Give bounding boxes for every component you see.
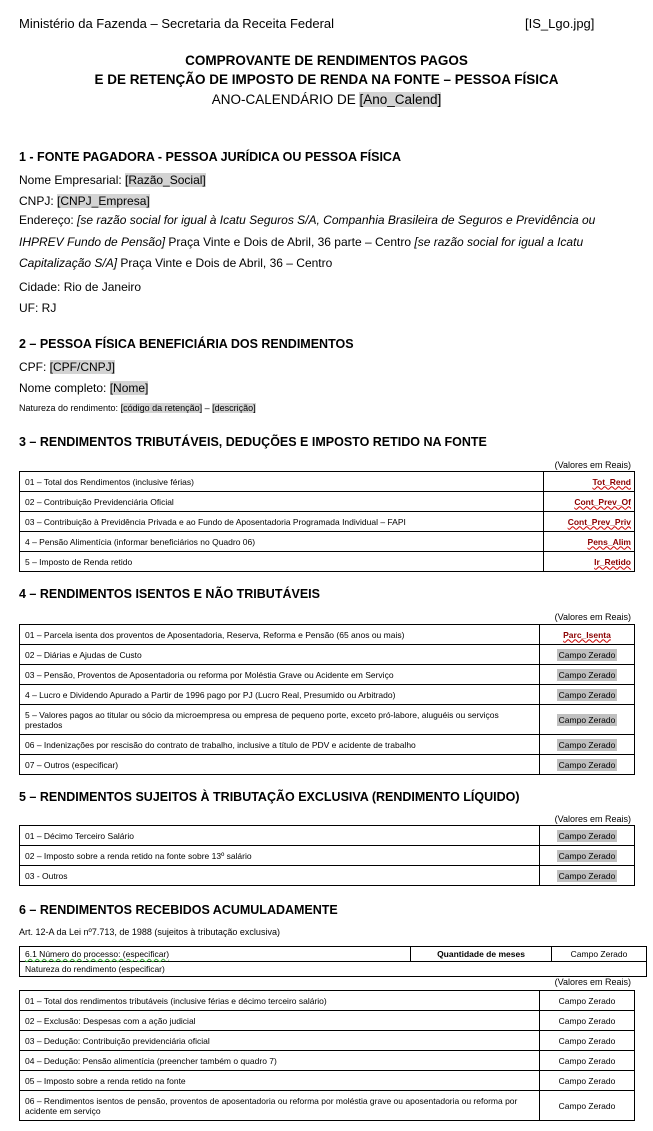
row-value: Cont_Prev_Of	[574, 496, 631, 507]
row-label: 06 – Indenizações por rescisão do contrato de trabalho, inclusive a título de PDV e acidente de trabalho	[20, 735, 540, 755]
table-row	[20, 512, 635, 532]
row-label: 02 – Diárias e Ajudas de Custo	[20, 645, 540, 665]
cnpj-row	[19, 194, 150, 208]
row-label: 06 – Rendimentos isentos de pensão, proventos de aposentadoria ou reforma por moléstia grave ou aposentadoria ou reforma por acidente em serviço	[20, 1091, 540, 1121]
row-value: Campo Zerado	[540, 1011, 635, 1031]
table-row	[20, 826, 635, 846]
row-label: 02 – Imposto sobre a renda retido na fonte sobre 13º salário	[20, 846, 540, 866]
row-value: Campo Zerado	[558, 830, 616, 841]
table-row	[20, 866, 635, 886]
income-nature-code: [código da retenção]	[120, 403, 203, 413]
table-row	[20, 735, 635, 755]
full-name-row	[19, 381, 148, 395]
row-label: 01 – Total dos Rendimentos (inclusive férias)	[20, 472, 544, 492]
address-condition-2: [se razão social for igual a Icatu Capitalização S/A]	[19, 234, 584, 270]
row-value: Campo Zerado	[540, 1091, 635, 1121]
calendar-year-field: [Ano_Calend]	[359, 92, 442, 107]
city-row: Cidade: Rio de Janeiro	[19, 280, 142, 294]
months-value: Campo Zerado	[552, 947, 647, 962]
row-label: 5 – Imposto de Renda retido	[20, 552, 544, 572]
section6-nature-label: Natureza do rendimento (especificar)	[20, 962, 647, 977]
section4-title: 4 – RENDIMENTOS ISENTOS E NÃO TRIBUTÁVEIS	[19, 587, 320, 601]
cpf-field: [CPF/CNPJ]	[49, 360, 116, 374]
full-name-label: Nome completo:	[19, 381, 110, 395]
cpf-label: CPF:	[19, 360, 50, 374]
address-label: Endereço:	[19, 213, 78, 227]
row-label: 02 – Contribuição Previdenciária Oficial	[20, 492, 544, 512]
table-row	[20, 532, 635, 552]
section3-values-note: (Valores em Reais)	[554, 460, 631, 470]
row-label: 03 - Outros	[20, 866, 540, 886]
table-row	[20, 991, 635, 1011]
row-value: Campo Zerado	[558, 850, 616, 861]
table-row	[20, 472, 635, 492]
row-label: 04 – Dedução: Pensão alimentícia (preencher também o quadro 7)	[20, 1051, 540, 1071]
address-text-2: Praça Vinte e Dois de Abril, 36 – Centro	[117, 256, 333, 270]
row-value: Campo Zerado	[558, 759, 616, 770]
section3-title: 3 – RENDIMENTOS TRIBUTÁVEIS, DEDUÇÕES E IMPOSTO RETIDO NA FONTE	[19, 435, 487, 449]
document-title-line1: COMPROVANTE DE RENDIMENTOS PAGOS	[185, 53, 468, 68]
row-value: Campo Zerado	[540, 1071, 635, 1091]
row-value: Pens_Alim	[587, 536, 631, 547]
table-row	[20, 1031, 635, 1051]
table-row	[20, 1051, 635, 1071]
row-label: 4 – Pensão Alimentícia (informar beneficiários no Quadro 06)	[20, 532, 544, 552]
row-value: Campo Zerado	[540, 1051, 635, 1071]
row-label: 4 – Lucro e Dividendo Apurado a Partir de 1996 pago por PJ (Lucro Real, Presumido ou Arbitrado)	[20, 685, 540, 705]
table-row	[20, 846, 635, 866]
row-value: Parc_Isenta	[563, 629, 611, 640]
row-label: 01 – Décimo Terceiro Salário	[20, 826, 540, 846]
company-name-label: Nome Empresarial:	[19, 173, 126, 187]
row-label: 03 – Dedução: Contribuição previdenciária oficial	[20, 1031, 540, 1051]
row-label: 05 – Imposto sobre a renda retido na fonte	[20, 1071, 540, 1091]
section5-title: 5 – RENDIMENTOS SUJEITOS À TRIBUTAÇÃO EXCLUSIVA (RENDIMENTO LÍQUIDO)	[19, 790, 520, 804]
table-row	[20, 755, 635, 775]
section4-table	[19, 624, 635, 775]
row-label: 02 – Exclusão: Despesas com a ação judicial	[20, 1011, 540, 1031]
company-name-field: [Razão_Social]	[125, 173, 206, 187]
table-row	[20, 625, 635, 645]
section5-table	[19, 825, 635, 886]
section6-process-table	[19, 946, 647, 977]
table-row	[20, 1071, 635, 1091]
table-row	[20, 645, 635, 665]
cnpj-label: CNPJ:	[19, 194, 58, 208]
cnpj-field: [CNPJ_Empresa]	[57, 194, 150, 208]
months-label: Quantidade de meses	[411, 947, 552, 962]
company-name-row	[19, 173, 206, 187]
cpf-row	[19, 360, 115, 374]
table-row	[20, 705, 635, 735]
section6-values-note: (Valores em Reais)	[554, 977, 631, 987]
row-value: Ir_Retido	[594, 556, 631, 567]
section6-subtitle: Art. 12-A da Lei nº7.713, de 1988 (sujeitos à tributação exclusiva)	[19, 927, 280, 937]
table-row	[20, 1091, 635, 1121]
row-label: 01 – Total dos rendimentos tributáveis (inclusive férias e décimo terceiro salário)	[20, 991, 540, 1011]
address-paragraph	[19, 210, 631, 275]
income-nature-row	[19, 403, 256, 413]
row-label: 07 – Outros (especificar)	[20, 755, 540, 775]
row-value: Tot_Rend	[592, 476, 631, 487]
row-label: 03 – Pensão, Proventos de Aposentadoria ou reforma por Moléstia Grave ou Acidente em Serviço	[20, 665, 540, 685]
address-condition-1: [se razão social for igual à Icatu Seguros S/A, Companhia Brasileira de Seguros e Previdência ou IHPREV Fundo de Pensão]	[19, 213, 596, 249]
row-value: Campo Zerado	[558, 649, 616, 660]
process-number-label: 6.1 Número do processo: (especificar)	[20, 947, 411, 962]
section6-title: 6 – RENDIMENTOS RECEBIDOS ACUMULADAMENTE	[19, 903, 338, 917]
section3-table	[19, 471, 635, 572]
row-value: Campo Zerado	[558, 669, 616, 680]
row-value: Campo Zerado	[558, 689, 616, 700]
income-nature-label: Natureza do rendimento:	[19, 403, 121, 413]
row-value: Campo Zerado	[558, 714, 616, 725]
file-tag: [IS_Lgo.jpg]	[525, 16, 595, 31]
section6-table	[19, 990, 635, 1121]
income-nature-separator: –	[202, 403, 213, 413]
table-row	[20, 492, 635, 512]
table-row	[20, 947, 647, 962]
section1-title: 1 - FONTE PAGADORA - PESSOA JURÍDICA OU PESSOA FÍSICA	[19, 150, 401, 164]
row-value: Campo Zerado	[558, 739, 616, 750]
ministry-header: Ministério da Fazenda – Secretaria da Receita Federal	[19, 16, 335, 31]
table-row	[20, 685, 635, 705]
row-label: 01 – Parcela isenta dos proventos de Aposentadoria, Reserva, Reforma e Pensão (65 anos ou mais)	[20, 625, 540, 645]
calendar-year-label: ANO-CALENDÁRIO DE	[211, 92, 360, 107]
row-value: Campo Zerado	[540, 991, 635, 1011]
row-label: 03 – Contribuição à Previdência Privada e ao Fundo de Aposentadoria Programada Individual – FAPI	[20, 512, 544, 532]
income-nature-description: [descrição]	[212, 403, 256, 413]
section2-title: 2 – PESSOA FÍSICA BENEFICIÁRIA DOS RENDIMENTOS	[19, 337, 354, 351]
uf-row: UF: RJ	[19, 301, 57, 315]
table-row	[20, 552, 635, 572]
table-row	[20, 1011, 635, 1031]
table-row	[20, 962, 647, 977]
address-text-1: Praça Vinte e Dois de Abril, 36 parte – Centro	[165, 234, 415, 249]
document-title-line2: E DE RETENÇÃO DE IMPOSTO DE RENDA NA FONTE – PESSOA FÍSICA	[94, 72, 559, 87]
row-label: 5 – Valores pagos ao titular ou sócio da microempresa ou empresa de pequeno porte, exceto pró-labore, aluguéis ou serviços prestados	[20, 705, 540, 735]
row-value: Campo Zerado	[540, 1031, 635, 1051]
calendar-year	[0, 92, 653, 107]
table-row	[20, 665, 635, 685]
section5-values-note: (Valores em Reais)	[554, 814, 631, 824]
section4-values-note: (Valores em Reais)	[554, 612, 631, 622]
row-value: Campo Zerado	[558, 870, 616, 881]
row-value: Cont_Prev_Priv	[567, 516, 631, 527]
full-name-field: [Nome]	[109, 381, 149, 395]
